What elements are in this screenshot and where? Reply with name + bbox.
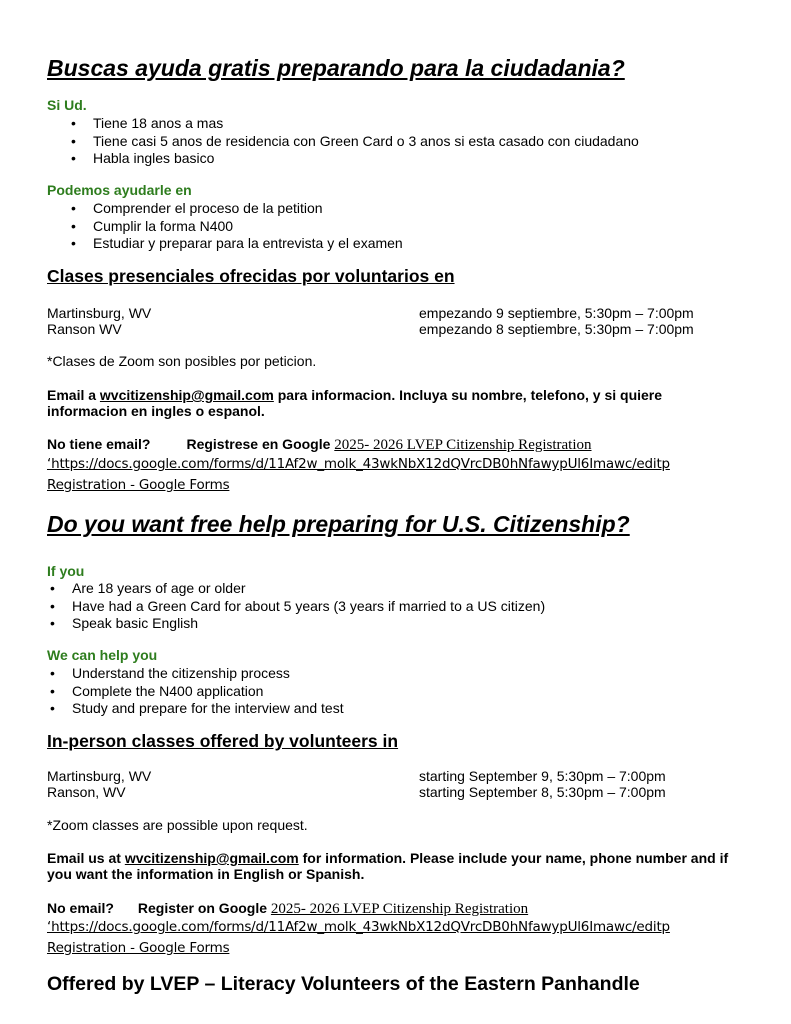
location-time: starting September 9, 5:30pm – 7:00pm [419, 768, 666, 784]
location-place: Martinsburg, WV [47, 768, 152, 784]
english-register-link[interactable]: 2025- 2026 LVEP Citizenship Registration [270, 901, 529, 917]
spanish-title: Buscas ayuda gratis preparando para la ciudadania? [47, 55, 625, 81]
location-time: empezando 9 septiembre, 5:30pm – 7:00pm [419, 305, 694, 321]
email-prefix: Email us at [47, 850, 125, 866]
english-email-line2: you want the information in English or Spanish. [47, 866, 365, 882]
english-title: Do you want free help preparing for U.S. Citizenship? [47, 511, 630, 537]
location-time: starting September 8, 5:30pm – 7:00pm [419, 784, 666, 800]
spanish-register-line [47, 436, 592, 454]
spanish-eligibility-list [47, 115, 639, 168]
english-location-row [47, 784, 666, 800]
location-place: Martinsburg, WV [47, 305, 152, 321]
spanish-location-row [47, 305, 694, 321]
no-email-label: No email? [47, 900, 114, 916]
spanish-register-link[interactable]: 2025- 2026 LVEP Citizenship Registration [334, 437, 592, 453]
list-item: • Speak basic English [72, 615, 545, 633]
english-eligibility-list [47, 580, 545, 633]
spanish-classes-heading: Clases presenciales ofrecidas por voluntarios en [47, 266, 455, 286]
english-register-line [47, 900, 528, 918]
english-location-row [47, 768, 666, 784]
email-suffix: para informacion. Incluya su nombre, telefono, y si quiere [273, 387, 663, 403]
english-eligibility-heading: If you [47, 563, 85, 579]
list-item: • Habla ingles basico [93, 150, 639, 168]
spanish-location-row [47, 321, 694, 337]
spanish-form-name-link[interactable]: Registration - Google Forms [47, 477, 230, 493]
register-prefix: Register on Google [137, 900, 271, 916]
spanish-zoom-note: *Clases de Zoom son posibles por peticion. [47, 353, 317, 369]
spanish-help-heading: Podemos ayudarle en [47, 182, 192, 198]
english-zoom-note: *Zoom classes are possible upon request. [47, 817, 308, 833]
list-item: • Complete the N400 application [72, 683, 344, 701]
footer-offered-by: Offered by LVEP – Literacy Volunteers of the Eastern Panhandle [47, 973, 640, 995]
english-form-url-link[interactable]: ‘https://docs.google.com/forms/d/11Af2w_molk_43wkNbX12dQVrcDB0hNfawypUl6Imawc/editp [47, 919, 670, 935]
email-suffix: for information. Please include your name, phone number and if [298, 850, 729, 866]
english-classes-heading: In-person classes offered by volunteers in [47, 731, 399, 751]
list-item: • Have had a Green Card for about 5 years (3 years if married to a US citizen) [72, 598, 545, 616]
english-email-link[interactable]: wvcitizenship@gmail.com [124, 850, 299, 866]
list-item: • Tiene casi 5 anos de residencia con Green Card o 3 anos si esta casado con ciudadano [93, 133, 639, 151]
list-item: • Comprender el proceso de la petition [93, 200, 403, 218]
location-place: Ranson, WV [47, 784, 126, 800]
list-item: • Cumplir la forma N400 [93, 218, 403, 236]
email-prefix: Email a [47, 387, 100, 403]
spanish-help-list [47, 200, 403, 253]
english-help-list [47, 665, 344, 718]
no-email-label: No tiene email? [47, 436, 151, 452]
spanish-email-line [47, 387, 662, 403]
spanish-email-link[interactable]: wvcitizenship@gmail.com [99, 387, 274, 403]
spanish-form-url-link[interactable]: ‘https://docs.google.com/forms/d/11Af2w_molk_43wkNbX12dQVrcDB0hNfawypUl6Imawc/editp [47, 456, 670, 472]
spanish-email-line2: informacion en ingles o espanol. [47, 403, 265, 419]
register-prefix: Registrese en Google [186, 436, 335, 452]
list-item: • Tiene 18 anos a mas [93, 115, 639, 133]
english-form-name-link[interactable]: Registration - Google Forms [47, 940, 230, 956]
list-item: • Estudiar y preparar para la entrevista y el examen [93, 235, 403, 253]
english-help-heading: We can help you [47, 647, 158, 663]
list-item: • Study and prepare for the interview and test [72, 700, 344, 718]
list-item: • Understand the citizenship process [72, 665, 344, 683]
list-item: • Are 18 years of age or older [72, 580, 545, 598]
spanish-eligibility-heading: Si Ud. [47, 97, 87, 113]
english-email-line [47, 850, 728, 866]
location-time: empezando 8 septiembre, 5:30pm – 7:00pm [419, 321, 694, 337]
location-place: Ranson WV [47, 321, 122, 337]
